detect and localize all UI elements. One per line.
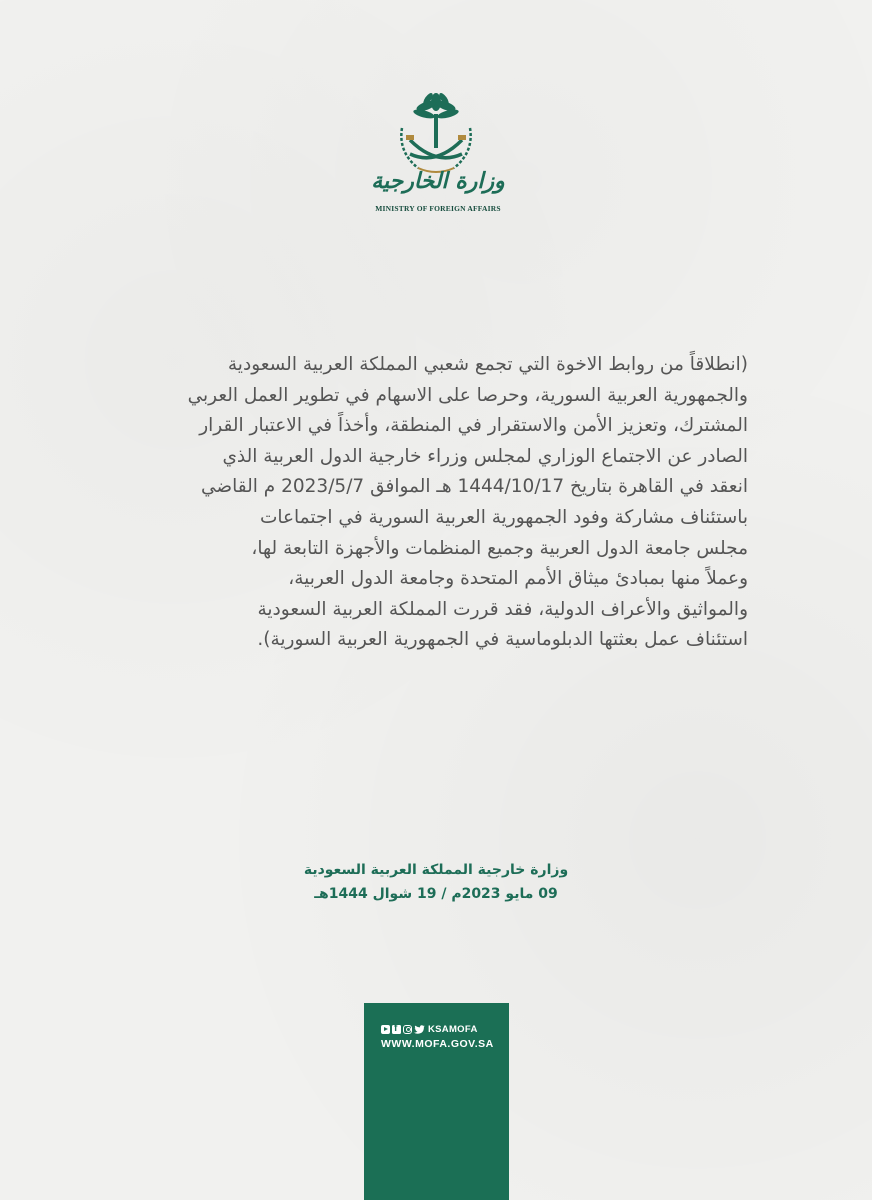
signoff-block bbox=[250, 858, 622, 906]
social-row bbox=[381, 1022, 478, 1036]
official-statement bbox=[124, 350, 748, 656]
website-link[interactable]: WWW.MOFA.GOV.SA bbox=[381, 1038, 494, 1050]
facebook-icon[interactable] bbox=[392, 1025, 401, 1034]
youtube-icon[interactable] bbox=[381, 1025, 390, 1034]
statement-line: وعملاً منها بمبادئ ميثاق الأمم المتحدة وجامعة الدول العربية، bbox=[288, 568, 748, 590]
signoff-issuer: وزارة خارجية المملكة العربية السعودية bbox=[303, 862, 569, 878]
ministry-name-english: MINISTRY OF FOREIGN AFFAIRS bbox=[375, 204, 501, 213]
statement-line: المشترك، وتعزيز الأمن والاستقرار في المنطقة، وأخذاً في الاعتبار القرار bbox=[199, 415, 748, 437]
statement-line: باستئناف مشاركة وفود الجمهورية العربية السورية في اجتماعات bbox=[259, 506, 748, 528]
statement-line: الصادر عن الاجتماع الوزاري لمجلس وزراء خارجية الدول العربية الذي bbox=[222, 445, 748, 467]
footer-contact-box bbox=[364, 1003, 509, 1200]
statement-line: (انطلاقاً من روابط الاخوة التي تجمع شعبي المملكة العربية السعودية bbox=[227, 354, 748, 375]
twitter-icon[interactable] bbox=[414, 1025, 423, 1034]
statement-line: والمواثيق والأعراف الدولية، فقد قررت المملكة العربية السعودية bbox=[257, 598, 748, 620]
statement-line: انعقد في القاهرة بتاريخ 1444/10/17 هـ الموافق 2023/5/7 م القاضي bbox=[200, 476, 748, 498]
ministry-name-arabic: وزارة الخارجية bbox=[371, 168, 505, 194]
statement-line: مجلس جامعة الدول العربية وجميع المنظمات والأجهزة التابعة لها، bbox=[251, 537, 748, 559]
social-handle[interactable]: KSAMOFA bbox=[428, 1023, 478, 1035]
statement-line: استئناف عمل بعثتها الدبلوماسية في الجمهورية العربية السورية). bbox=[257, 629, 748, 651]
statement-line: والجمهورية العربية السورية، وحرصا على الاسهام في تطوير العمل العربي bbox=[187, 384, 748, 406]
signoff-date: 09 مايو 2023م / 19 شوال 1444هـ bbox=[314, 886, 558, 902]
instagram-icon[interactable] bbox=[403, 1025, 412, 1034]
